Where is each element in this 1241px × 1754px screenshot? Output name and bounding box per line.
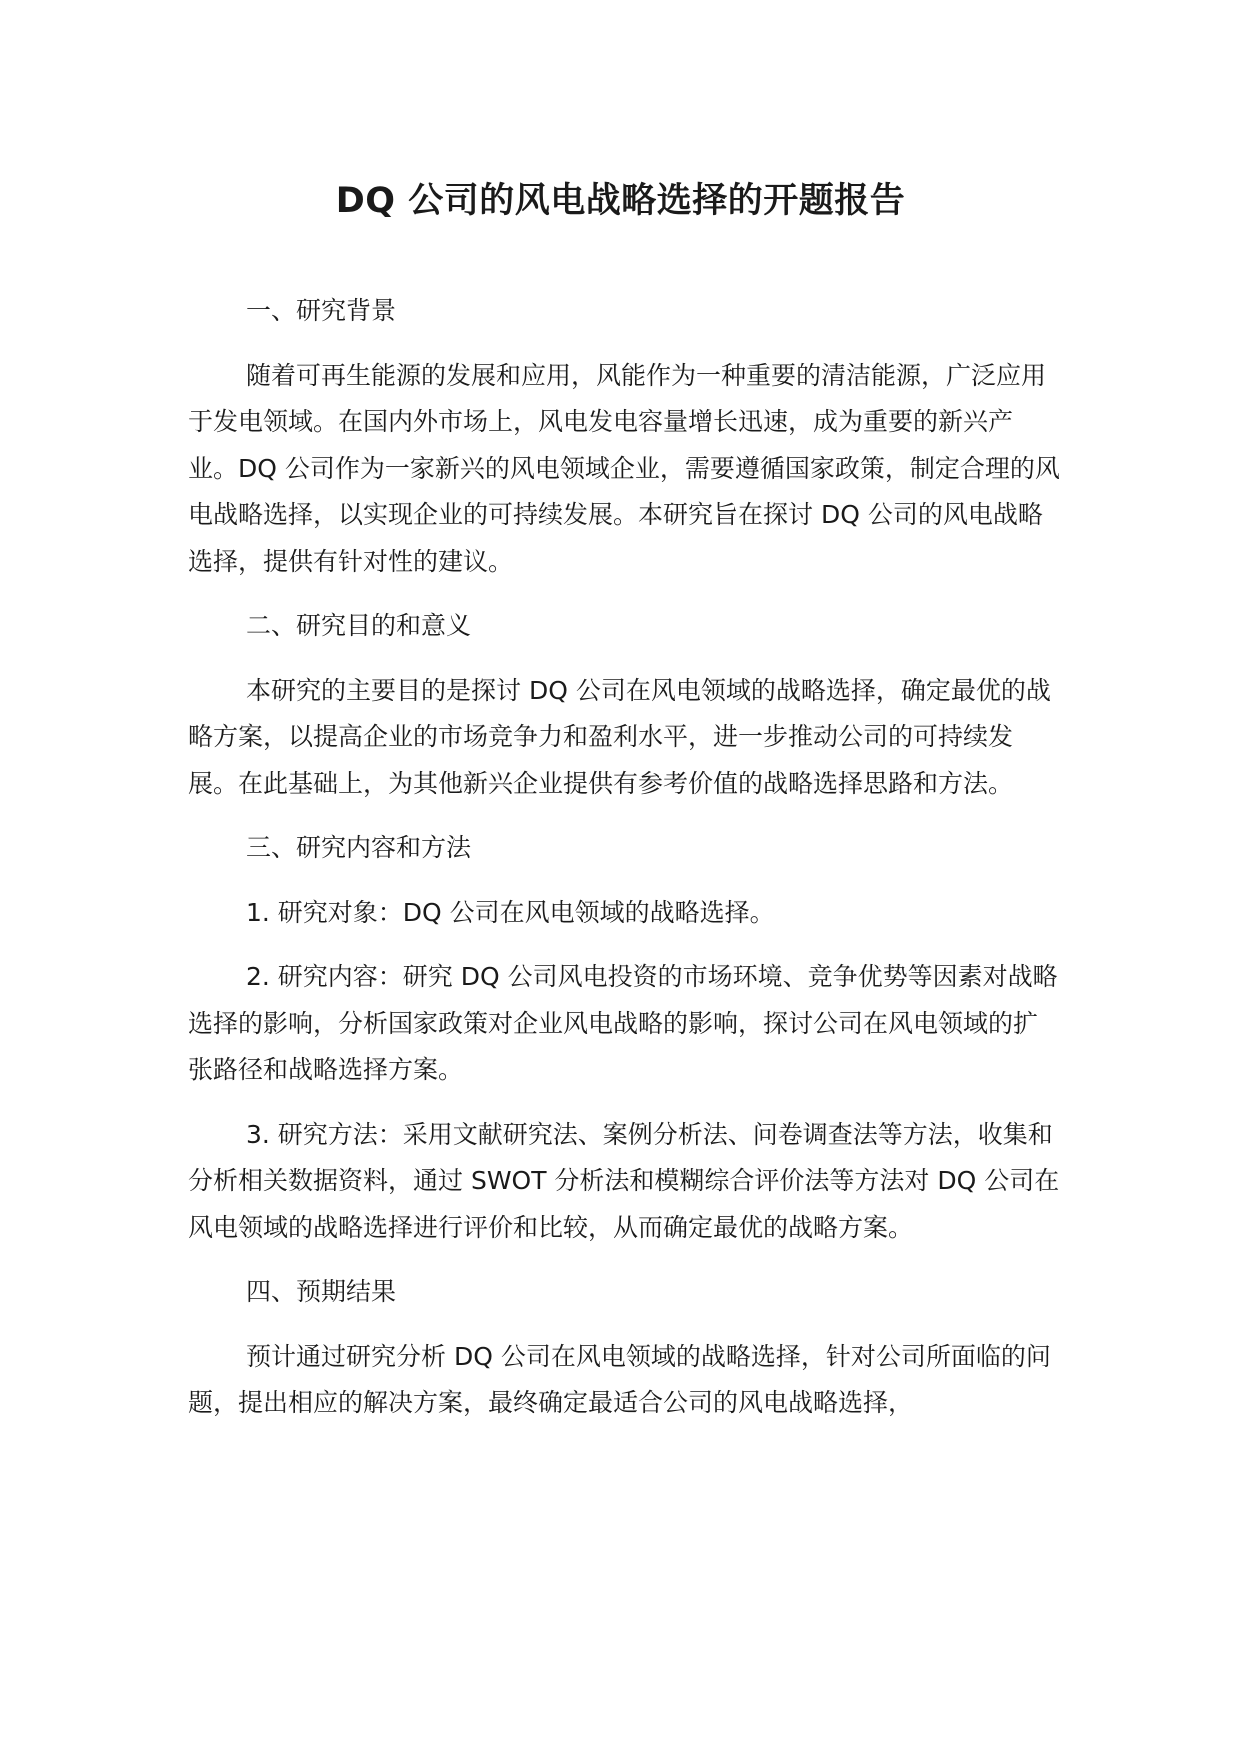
section-heading-purpose: 二、研究目的和意义 (246, 611, 472, 640)
paragraph-background: 随着可再生能源的发展和应用，风能作为一种重要的清洁能源，广泛应用于发电领域。在国内外市场上，风电发电容量增长迅速，成为重要的新兴产业。DQ 公司作为一家新兴的风电领域企业，需要遵循国家政策，制定合理的风电战略选择，以实现企业的可持续发展。本研究旨在探讨 DQ 公司的风电战略选择，提供有针对性的建议。 (188, 360, 1060, 576)
document-body (188, 288, 1060, 1445)
document-title: DQ 公司的风电战略选择的开题报告 (335, 181, 906, 221)
section-heading-background: 一、研究背景 (246, 296, 397, 325)
paragraph-research-method: 3. 研究方法：采用文献研究法、案例分析法、问卷调查法等方法，收集和分析相关数据资料，通过 SWOT 分析法和模糊综合评价法等方法对 DQ 公司在风电领域的战略选择进行评价和比较，从而确定最优的战略方案。 (188, 1119, 1060, 1242)
paragraph-expected-results: 预计通过研究分析 DQ 公司在风电领域的战略选择，针对公司所面临的问题，提出相应的解决方案，最终确定最适合公司的风电战略选择， (188, 1341, 1051, 1417)
paragraph-research-content: 2. 研究内容：研究 DQ 公司风电投资的市场环境、竞争优势等因素对战略选择的影响，分析国家政策对企业风电战略的影响，探讨公司在风电领域的扩张路径和战略选择方案。 (188, 962, 1058, 1084)
section-heading-content-method: 三、研究内容和方法 (246, 833, 472, 862)
section-heading-expected-results: 四、预期结果 (246, 1277, 397, 1306)
paragraph-research-object: 1. 研究对象：DQ 公司在风电领域的战略选择。 (246, 897, 775, 927)
paragraph-purpose: 本研究的主要目的是探讨 DQ 公司在风电领域的战略选择，确定最优的战略方案，以提高企业的市场竞争力和盈利水平，进一步推动公司的可持续发展。在此基础上，为其他新兴企业提供有参考价值的战略选择思路和方法。 (188, 675, 1051, 798)
